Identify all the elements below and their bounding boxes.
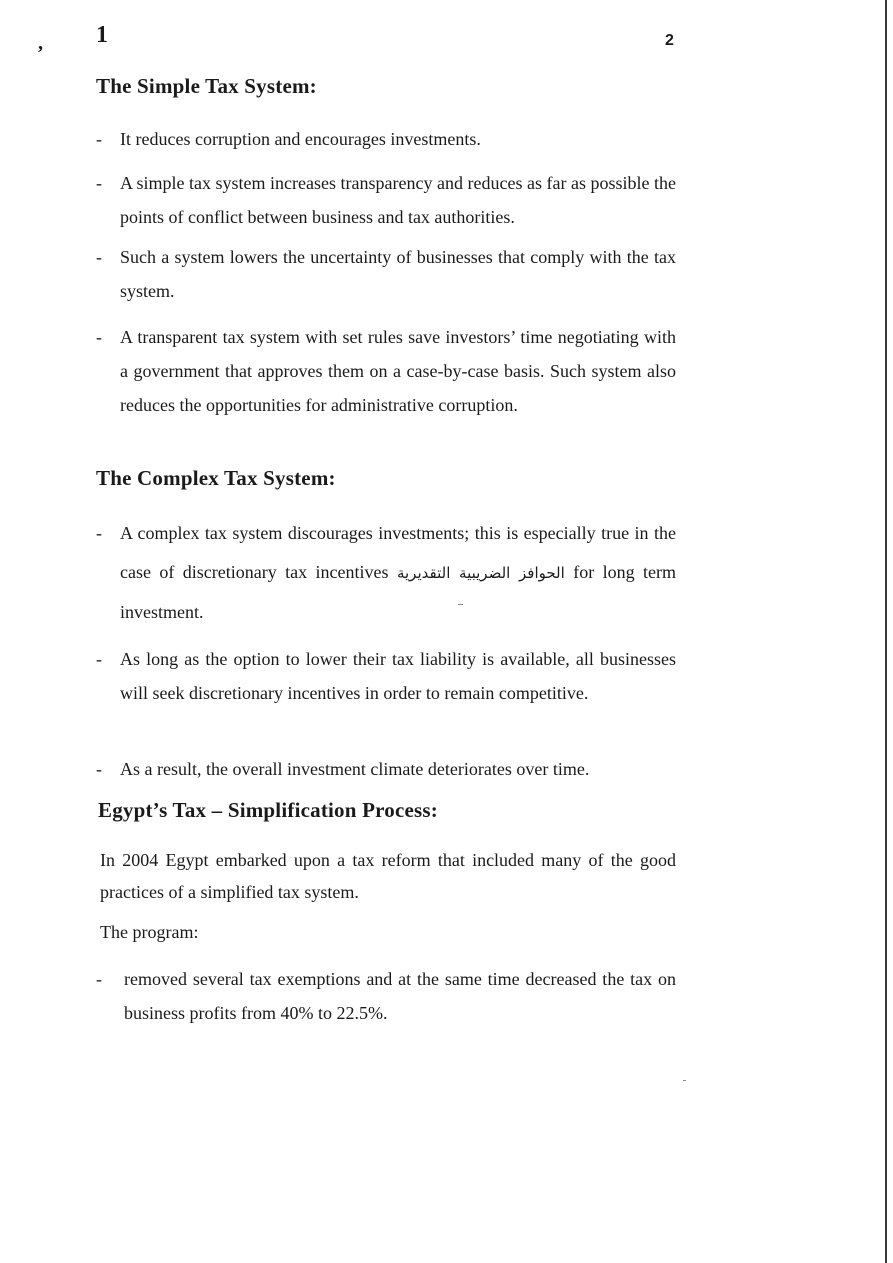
heading-simple-tax-system: The Simple Tax System: bbox=[96, 74, 317, 98]
scan-page-edge bbox=[885, 0, 887, 1263]
complex-bullet-3 bbox=[96, 752, 676, 786]
bullet-dash: - bbox=[96, 173, 102, 193]
bullet-text-part-2: for long term investment. bbox=[120, 562, 677, 622]
bullet-dash: - bbox=[96, 129, 102, 149]
complex-bullet-2 bbox=[96, 642, 676, 710]
bullet-text: removed several tax exemptions and at the same time decreased the tax on business profits from 40% to 22.5%. bbox=[124, 969, 676, 1023]
bullet-dash: - bbox=[96, 759, 102, 779]
scan-speck bbox=[683, 1080, 686, 1081]
bullet-dash: - bbox=[96, 969, 102, 989]
bullet-text: As long as the option to lower their tax liability is available, all businesses will seek discretionary incentives in order to remain competitive. bbox=[120, 649, 676, 703]
scan-speck bbox=[458, 604, 463, 605]
bullet-dash: - bbox=[96, 247, 102, 267]
simple-bullet-1 bbox=[96, 122, 676, 156]
bullet-text: As a result, the overall investment climate deteriorates over time. bbox=[120, 759, 590, 779]
bullet-text-part-1: A complex tax system discourages investments; this is especially true in the case of discretionary tax incentives bbox=[120, 523, 676, 582]
bullet-dash: - bbox=[96, 327, 102, 347]
simple-bullet-3 bbox=[96, 240, 676, 308]
egypt-bullet-1 bbox=[96, 962, 676, 1030]
heading-complex-tax-system: The Complex Tax System: bbox=[96, 466, 336, 490]
margin-mark: , bbox=[38, 32, 43, 54]
egypt-intro-paragraph: In 2004 Egypt embarked upon a tax reform that included many of the good practices of a simplified tax system. bbox=[100, 850, 676, 902]
page-number-right: 2 bbox=[665, 32, 674, 49]
program-label: The program: bbox=[100, 922, 199, 942]
bullet-text: A transparent tax system with set rules save investors’ time negotiating with a government that approves them on a case-by-case basis. Such system also reduces the opportunities for administrative corruption. bbox=[120, 327, 676, 415]
bullet-text: A simple tax system increases transparency and reduces as far as possible the points of conflict between business and tax authorities. bbox=[120, 173, 676, 227]
bullet-text: It reduces corruption and encourages investments. bbox=[120, 129, 481, 149]
bullet-text: Such a system lowers the uncertainty of businesses that comply with the tax system. bbox=[120, 247, 676, 301]
simple-bullet-2 bbox=[96, 166, 676, 234]
page-number-left: 1 bbox=[96, 22, 108, 48]
complex-bullet-1 bbox=[96, 514, 676, 632]
simple-bullet-4 bbox=[96, 320, 676, 422]
heading-egypt-tax-simplification: Egypt’s Tax – Simplification Process: bbox=[98, 798, 438, 822]
arabic-term: الحوافز الضريبية التقديرية bbox=[396, 564, 565, 582]
bullet-text bbox=[120, 514, 676, 632]
bullet-dash: - bbox=[96, 649, 102, 669]
bullet-dash: - bbox=[96, 523, 102, 543]
